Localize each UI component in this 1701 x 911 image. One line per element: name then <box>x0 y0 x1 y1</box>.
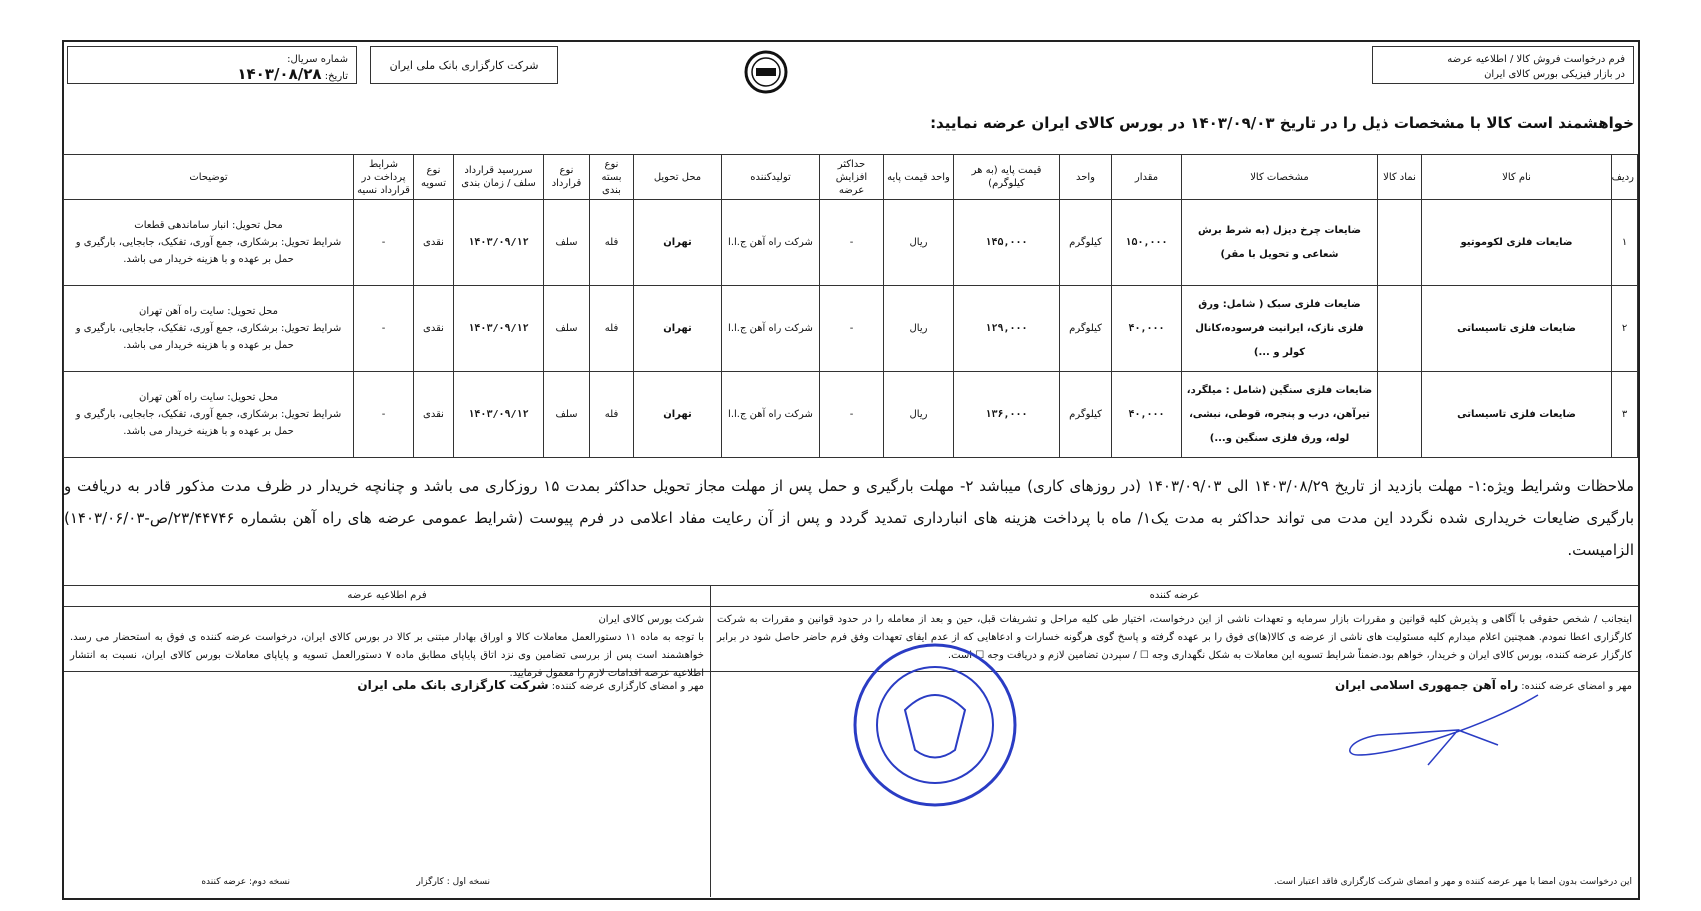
notice-line1: شرکت بورس کالای ایران <box>598 614 704 625</box>
column-header: ردیف <box>1612 155 1638 200</box>
goods-table <box>63 154 1638 458</box>
table-row <box>64 200 1638 286</box>
cell-radif: ۱ <box>1612 200 1638 286</box>
column-header: حداکثر افزایش عرضه <box>820 155 884 200</box>
column-header: سررسید قرارداد سلف / زمان بندی <box>454 155 544 200</box>
cell-producer: شرکت راه آهن ج.ا.ا <box>722 372 820 458</box>
column-header: نوع بسته بندی <box>590 155 634 200</box>
form-title-line2: در بازار فیزیکی بورس کالای ایران <box>1484 69 1625 80</box>
cell-due: ۱۴۰۳/۰۹/۱۲ <box>454 200 544 286</box>
cell-radif: ۲ <box>1612 286 1638 372</box>
cell-contract: سلف <box>544 286 590 372</box>
cell-spec: ضایعات فلزی سنگین (شامل : میلگرد، تیرآهن، درب و پنجره، قوطی، نبشی، لوله، ورق فلزی سنگین و...) <box>1182 372 1378 458</box>
cell-contract: سلف <box>544 372 590 458</box>
cell-price: ۱۴۵,۰۰۰ <box>954 200 1060 286</box>
exchange-logo-icon <box>744 50 788 94</box>
form-title-box <box>1372 46 1634 84</box>
column-header: تولیدکننده <box>722 155 820 200</box>
table-header-row <box>64 155 1638 200</box>
cell-unit: کیلوگرم <box>1060 286 1112 372</box>
supplier-declaration: اینجانب / شخص حقوقی با آگاهی و پذیرش کلیه قوانین و مقررات بازار سرمایه و تعهدات ناشی از این درخواست، اختیار طی کلیه مراحل و تشریفات قبل، حین و بعد از معامله را در حدود قوانین و مقررات به شرکت کارگزاری اعطا نمودم. همچنین اعلام میدارم کلیه مسئولیت های ناشی از عرضه ی کالا(ها)ی فوق را بر عهده گرفته و پاسخ گوی هرگونه خسارات و ادعاهایی که از عدم ایفای تعهدات وفق فرم حاضر حاصل شود در برابر کارگزار عرضه کننده، بورس کالای ایران و خریدار، خواهم بود.ضمناً شرایط تسویه این معاملات به شکل نگهداری وجه ☐ / سپردن تضامین لازم و دریافت وجه ☐ است. <box>711 607 1638 672</box>
date-label: تاریخ: <box>324 71 348 82</box>
form-title-line1: فرم درخواست فروش کالا / اطلاعیه عرضه <box>1447 54 1625 65</box>
cell-due: ۱۴۰۳/۰۹/۱۲ <box>454 286 544 372</box>
cell-producer: شرکت راه آهن ج.ا.ا <box>722 286 820 372</box>
cell-packing: فله <box>590 200 634 286</box>
intro-text: خواهشمند است کالا با مشخصات ذیل را در تاریخ ۱۴۰۳/۰۹/۰۳ در بورس کالای ایران عرضه نمایید: <box>930 114 1634 132</box>
copy1: نسخه اول : کارگزار <box>416 877 490 887</box>
handwritten-signature <box>1338 685 1558 775</box>
cell-credit: - <box>354 286 414 372</box>
column-header: مقدار <box>1112 155 1182 200</box>
column-header: مشخصات کالا <box>1182 155 1378 200</box>
cell-price_unit: ریال <box>884 372 954 458</box>
column-header: نماد کالا <box>1378 155 1422 200</box>
official-stamp <box>850 640 1020 810</box>
cell-symbol <box>1378 372 1422 458</box>
cell-delivery: تهران <box>634 200 722 286</box>
table-row <box>64 372 1638 458</box>
cell-credit: - <box>354 372 414 458</box>
cell-credit: - <box>354 200 414 286</box>
notice-body: با توجه به ماده ۱۱ دستورالعمل معاملات کالا و اوراق بهادار مبتنی بر کالا در بورس کالای ایران، درخواست عرضه کننده ی فوق به استحضار می رسد. خواهشمند است پس از بررسی تضامین وی نزد اتاق پایاپای مطابق ماده ۷ دستورالعمل تسویه و پایاپای معاملات بورس کالای ایران، نسبت به انتشار اطلاعیه عرضه اقدامات لازم را معمول فرمایید. <box>70 632 705 679</box>
cell-notes: محل تحویل: سایت راه آهن تهران شرایط تحویل: برشکاری، جمع آوری، تفکیک، جابجایی، بارگیری و حمل بر عهده و با هزینه خریدار می باشد. <box>64 372 354 458</box>
cell-qty: ۱۵۰,۰۰۰ <box>1112 200 1182 286</box>
cell-notes: محل تحویل: انبار ساماندهی قطعات شرایط تحویل: برشکاری، جمع آوری، تفکیک، جابجایی، بارگیری و حمل بر عهده و با هزینه خریدار می باشد. <box>64 200 354 286</box>
special-remarks: ملاحظات وشرایط ویژه:۱- مهلت بازدید از تاریخ ۱۴۰۳/۰۸/۲۹ الی ۱۴۰۳/۰۹/۰۳ (در روزهای کاری) میباشد ۲- مهلت بارگیری و حمل پس از مهلت مجاز تحویل حداکثر بمدت ۱۵ روزکاری می باشد و چنانچه خریدار در ظرف مدت مذکور قادر به دریافت و بارگیری ضایعات خریداری شده نگردد این مدت می تواند حداکثر به مدت یک۱/ ماه با پرداخت هزینه های انبارداری تمدید گردد و پس از آن رعایت مفاد اعلامی در فرم پیوست (شرایط عمومی عرضه های راه آهن بشماره ۲۳/۴۴۷۴۶/ص-۱۴۰۳/۰۶/۰۳) الزامیست. <box>64 477 1635 559</box>
date-value: ۱۴۰۳/۰۸/۲۸ <box>237 65 322 83</box>
cell-packing: فله <box>590 286 634 372</box>
column-header: واحد قیمت پایه <box>884 155 954 200</box>
copy2: نسخه دوم: عرضه کننده <box>201 877 290 887</box>
broker-sign-label: مهر و امضای کارگزاری عرضه کننده: <box>551 681 704 692</box>
cell-settle: نقدی <box>414 200 454 286</box>
cell-name: ضایعات فلزی تاسیساتی <box>1422 372 1612 458</box>
table-row <box>64 286 1638 372</box>
column-header: واحد <box>1060 155 1112 200</box>
serial-label: شماره سریال: <box>287 54 348 65</box>
cell-producer: شرکت راه آهن ج.ا.ا <box>722 200 820 286</box>
supplier-sign-value: راه آهن جمهوری اسلامی ایران <box>1334 678 1519 692</box>
cell-qty: ۴۰,۰۰۰ <box>1112 372 1182 458</box>
column-header: شرایط پرداخت در قرارداد نسیه <box>354 155 414 200</box>
cell-price_unit: ریال <box>884 286 954 372</box>
supplier-heading: عرضه کننده <box>711 585 1638 607</box>
cell-price_unit: ریال <box>884 200 954 286</box>
column-header: محل تحویل <box>634 155 722 200</box>
cell-symbol <box>1378 286 1422 372</box>
supplier-sign-label: مهر و امضای عرضه کننده: <box>1521 681 1632 692</box>
column-header: نوع تسویه <box>414 155 454 200</box>
cell-symbol <box>1378 200 1422 286</box>
cell-spec: ضایعات چرخ دیزل (به شرط برش شعاعی و تحویل با مقر) <box>1182 200 1378 286</box>
serial-box <box>67 46 357 84</box>
cell-settle: نقدی <box>414 372 454 458</box>
cell-price: ۱۲۹,۰۰۰ <box>954 286 1060 372</box>
cell-unit: کیلوگرم <box>1060 200 1112 286</box>
broker-name: شرکت کارگزاری بانک ملی ایران <box>389 58 539 72</box>
notice-column <box>64 585 710 897</box>
cell-due: ۱۴۰۳/۰۹/۱۲ <box>454 372 544 458</box>
cell-spec: ضایعات فلزی سبک ( شامل: ورق فلزی نازک، ایرانیت فرسوده،کانال کولر و ...) <box>1182 286 1378 372</box>
cell-settle: نقدی <box>414 286 454 372</box>
cell-qty: ۴۰,۰۰۰ <box>1112 286 1182 372</box>
broker-box <box>370 46 558 84</box>
notice-text <box>64 607 710 679</box>
cell-price: ۱۳۶,۰۰۰ <box>954 372 1060 458</box>
cell-name: ضایعات فلزی تاسیساتی <box>1422 286 1612 372</box>
supplier-footnote: این درخواست بدون امضا با مهر عرضه کننده و مهر و امضای شرکت کارگزاری فاقد اعتبار است. <box>1273 877 1632 887</box>
cell-notes: محل تحویل: سایت راه آهن تهران شرایط تحویل: برشکاری، جمع آوری، تفکیک، جابجایی، بارگیری و حمل بر عهده و با هزینه خریدار می باشد. <box>64 286 354 372</box>
cell-delivery: تهران <box>634 372 722 458</box>
column-header: قیمت پایه (به هر کیلوگرم) <box>954 155 1060 200</box>
cell-max_inc: - <box>820 372 884 458</box>
cell-max_inc: - <box>820 200 884 286</box>
cell-packing: فله <box>590 372 634 458</box>
cell-unit: کیلوگرم <box>1060 372 1112 458</box>
notice-heading: فرم اطلاعیه عرضه <box>64 585 710 607</box>
cell-max_inc: - <box>820 286 884 372</box>
cell-delivery: تهران <box>634 286 722 372</box>
cell-contract: سلف <box>544 200 590 286</box>
column-header: توضیحات <box>64 155 354 200</box>
column-header: نام کالا <box>1422 155 1612 200</box>
column-header: نوع قرارداد <box>544 155 590 200</box>
broker-sign-value: شرکت کارگزاری بانک ملی ایران <box>357 678 549 692</box>
cell-name: ضایعات فلزی لکوموتیو <box>1422 200 1612 286</box>
cell-radif: ۳ <box>1612 372 1638 458</box>
